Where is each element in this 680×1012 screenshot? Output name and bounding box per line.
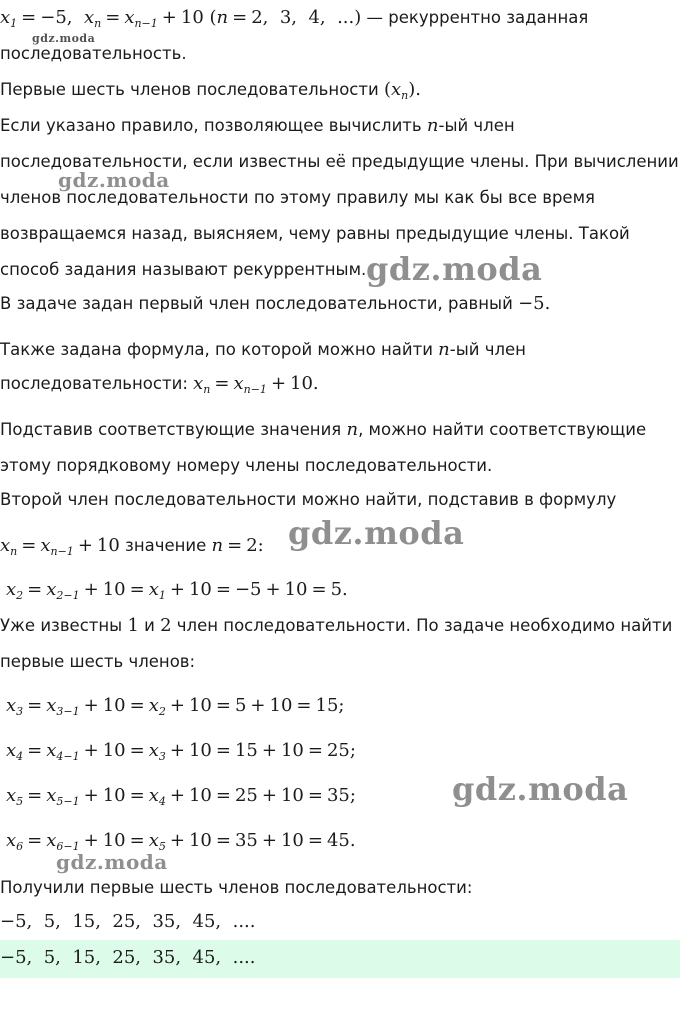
text-line: Второй член последовательности можно найти, подставив в формулу bbox=[0, 490, 617, 509]
text-line: Если указано правило, позволяющее вычислить n-ый член bbox=[0, 115, 515, 136]
watermark-logo: gdz.moda bbox=[452, 770, 629, 808]
text-line: возвращаемся назад, выясняем, чему равны предыдущие члены. Такой bbox=[0, 224, 630, 243]
equation-x5: $x_5 = x_{5-1} + 10 = x_4 + 10 = 25 + 10 = 35$; bbox=[6, 785, 356, 808]
equation-x4: $x_4 = x_{4-1} + 10 = x_3 + 10 = 15 + 10 = 25$; bbox=[6, 740, 356, 763]
recurrence-caption: — рекуррентно заданная bbox=[366, 8, 589, 27]
text-line: последовательности: $x_n = x_{n-1} + 10$. bbox=[0, 373, 319, 396]
text-line: членов последовательности по этому правилу мы как бы все время bbox=[0, 188, 595, 207]
text-line: Уже известны 1 и 2 член последовательности. По задаче необходимо найти bbox=[0, 615, 673, 636]
recurrence-definition: $x_1 = -5$, $x_n = x_{n-1} + 10$ (n = 2, 3, 4, ...) — рекуррентно заданная bbox=[0, 7, 589, 30]
text-line: первые шесть членов: bbox=[0, 652, 196, 671]
equation-x2: $x_2 = x_{2-1} + 10 = x_1 + 10 = -5 + 10 = 5$. bbox=[6, 579, 348, 602]
equation-x6: $x_6 = x_{6-1} + 10 = x_5 + 10 = 35 + 10 = 45$. bbox=[6, 830, 356, 853]
watermark-logo: gdz.moda bbox=[58, 168, 170, 192]
equation-x3: $x_3 = x_{3-1} + 10 = x_2 + 10 = 5 + 10 = 15$; bbox=[6, 695, 345, 718]
watermark-logo: gdz.moda bbox=[366, 250, 543, 288]
text-line: последовательность. bbox=[0, 44, 187, 63]
text-line: Подставив соответствующие значения n, можно найти соответствующие bbox=[0, 419, 647, 440]
watermark-logo: gdz.moda bbox=[56, 850, 168, 874]
text-line: этому порядковому номеру члены последовательности. bbox=[0, 456, 493, 475]
text-line: способ задания называют рекуррентным. bbox=[0, 260, 367, 279]
answer-sequence: −5, 5, 15, 25, 35, 45, .... bbox=[0, 947, 256, 968]
first-six-heading: Первые шесть членов последовательности $(x_n)$. bbox=[0, 79, 421, 102]
watermark-logo: gdz.moda bbox=[32, 32, 96, 45]
sequence-result: −5, 5, 15, 25, 35, 45, .... bbox=[0, 911, 256, 932]
text-line: Получили первые шесть членов последовательности: bbox=[0, 878, 473, 897]
watermark-logo: gdz.moda bbox=[288, 514, 465, 552]
text-line: Также задана формула, по которой можно найти n-ый член bbox=[0, 339, 526, 360]
text-line: последовательности, если известны её предыдущие члены. При вычислении bbox=[0, 152, 679, 171]
text-line: $x_n = x_{n-1} + 10$ значение n = 2: bbox=[0, 535, 264, 558]
text-line: В задаче задан первый член последовательности, равный −5. bbox=[0, 293, 551, 314]
